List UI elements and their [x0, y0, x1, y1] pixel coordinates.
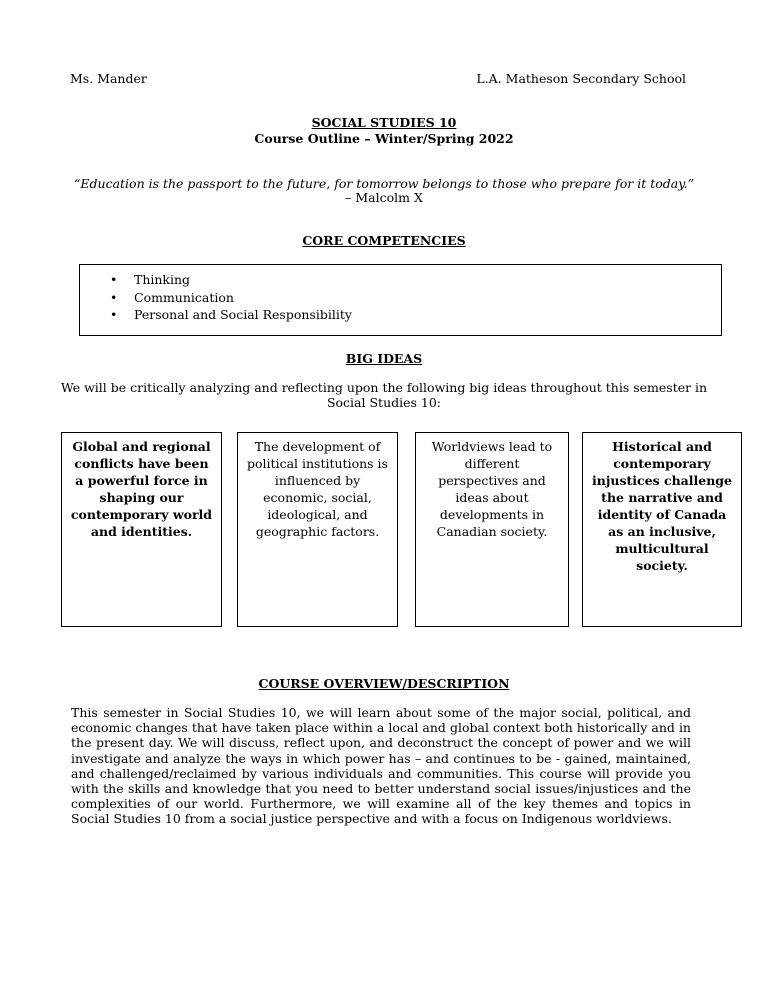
core-competencies-list [110, 271, 352, 324]
big-idea-card: Global and regional conflicts have been a powerful force in shaping our contemporary world and identities. [61, 432, 222, 627]
core-competencies-heading: CORE COMPETENCIES [302, 233, 466, 248]
competency-item: • Communication [110, 289, 352, 307]
overview-heading: COURSE OVERVIEW/DESCRIPTION [258, 676, 510, 691]
big-ideas-intro: We will be critically analyzing and reflecting upon the following big ideas throughout this semester in Social Studies 10: [60, 380, 708, 410]
school-name: L.A. Matheson Secondary School [476, 71, 686, 86]
competency-item: • Personal and Social Responsibility [110, 306, 352, 324]
big-idea-card: The development of political institutions is influenced by economic, social, ideological, and geographic factors. [237, 432, 398, 627]
overview-paragraph: This semester in Social Studies 10, we will learn about some of the major social, political, and economic changes that have taken place within a local and global context both historically and in the present day. We will discuss, reflect upon, and deconstruct the concept of power and we will investigate and analyze the ways in which power has – and continues to be - gained, maintained, and challenged/reclaimed by various individuals and communities. This course will provide you with the skills and knowledge that you need to better understand social issues/injustices and the complexities of our world. Furthermore, we will examine all of the key themes and topics in Social Studies 10 from a social justice perspective and with a focus on Indigenous worldviews. [71, 705, 691, 827]
quote-text: “Education is the passport to the future, for tomorrow belongs to those who prepare for it today.” [74, 176, 694, 191]
big-idea-card: Worldviews lead to different perspectives and ideas about developments in Canadian society. [415, 432, 569, 627]
core-competencies-box [79, 264, 722, 336]
quote-author: – Malcolm X [345, 190, 423, 205]
course-title: SOCIAL STUDIES 10 [311, 115, 457, 130]
big-ideas-heading: BIG IDEAS [345, 351, 423, 366]
course-subtitle: Course Outline – Winter/Spring 2022 [254, 131, 514, 146]
teacher-name: Ms. Mander [70, 71, 147, 86]
competency-item: • Thinking [110, 271, 352, 289]
big-idea-card: Historical and contemporary injustices challenge the narrative and identity of Canada as an inclusive, multicultural society. [582, 432, 742, 627]
